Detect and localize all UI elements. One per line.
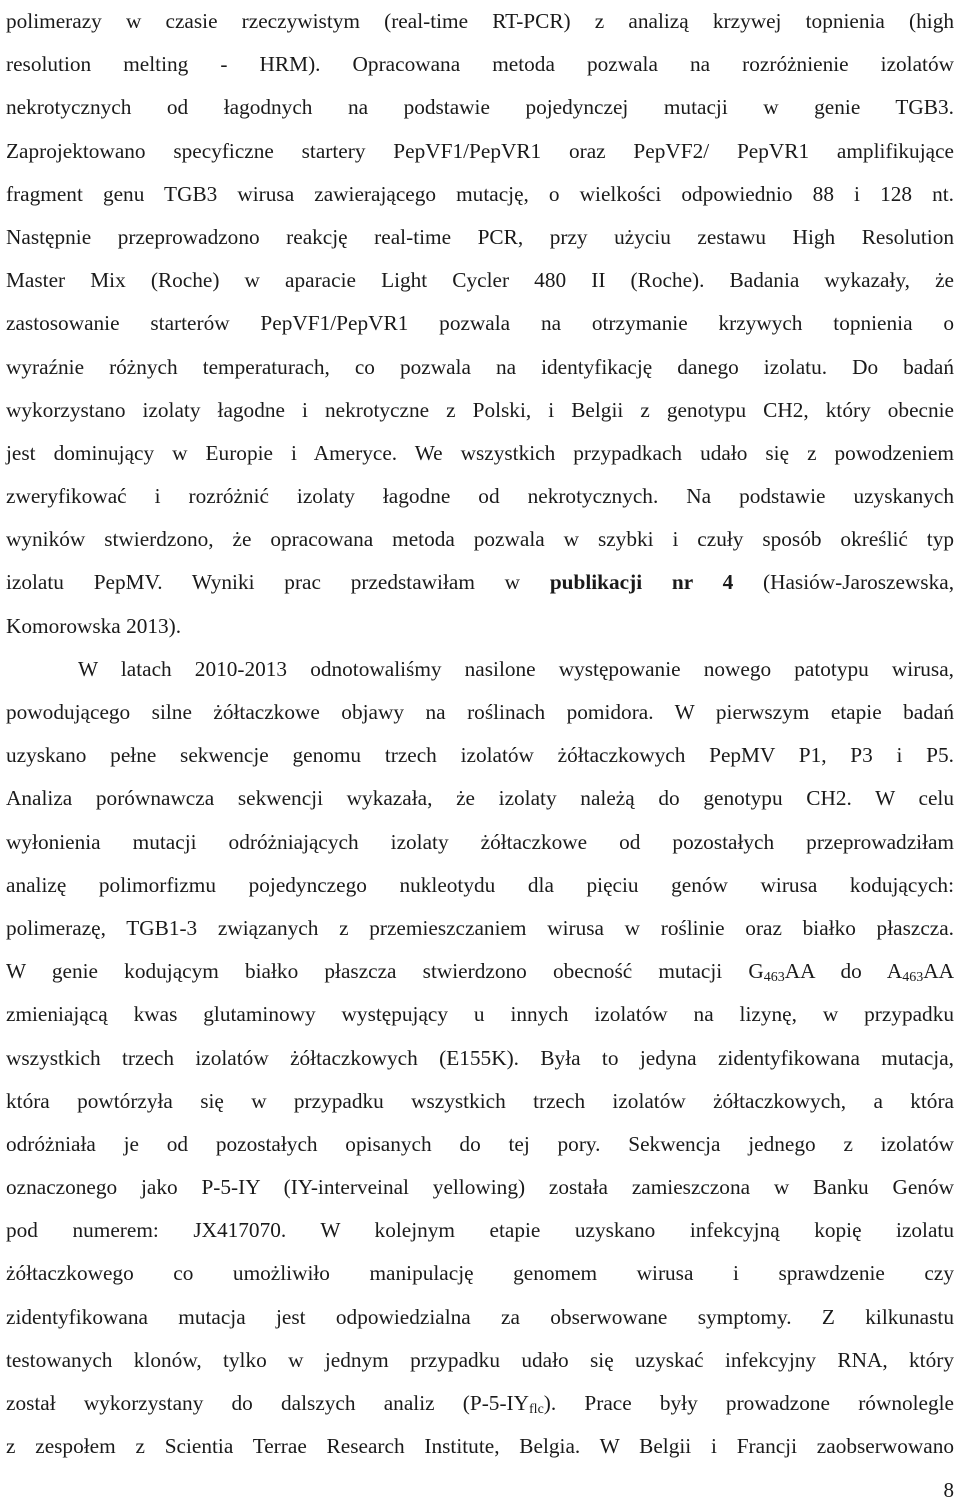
text-line: wyraźnie różnych temperaturach, co pozwala na identyfikację danego izolatu. Do badań (6, 354, 954, 379)
text-line: fragment genu TGB3 wirusa zawierającego mutację, o wielkości odpowiednio 88 i 128 nt. (6, 181, 954, 206)
publication-reference: publikacji nr 4 (549, 570, 734, 595)
text-line: Master Mix (Roche) w aparacie Light Cycler 480 II (Roche). Badania wykazały, że (6, 268, 954, 293)
text-line: polimerazę, TGB1-3 związanych z przemieszczaniem wirusa w roślinie oraz białko płaszcza. (6, 915, 954, 940)
text-span: W genie kodującym białko płaszcza stwierdzono obecność mutacji G (6, 959, 764, 984)
text-line: zastosowanie starterów PepVF1/PepVR1 pozwala na otrzymanie krzywych topnienia o (6, 311, 954, 336)
text-line: Zaprojektowano specyficzne startery PepVF1/PepVR1 oraz PepVF2/ PepVR1 amplifikujące (6, 138, 954, 163)
paragraph-first-line: W latach 2010-2013 odnotowaliśmy nasilone występowanie nowego patotypu wirusa, (78, 656, 954, 681)
subscript: 463 (763, 970, 785, 986)
text-span: został wykorzystany do dalszych analiz (P-5-IY (6, 1391, 530, 1415)
text-line: powodującego silne żółtaczkowe objawy na roślinach pomidora. W pierwszym etapie badań (6, 700, 954, 724)
text-line: Następnie przeprowadzono reakcję real-time PCR, przy użyciu zestawu High Resolution (6, 224, 954, 249)
text-line: nekrotycznych od łagodnych na podstawie pojedynczej mutacji w genie TGB3. (6, 95, 954, 120)
text-line: pod numerem: JX417070. W kolejnym etapie uzyskano infekcyjną kopię izolatu (6, 1218, 954, 1243)
text-span: izolatu PepMV. Wyniki prac przedstawiłam w (6, 570, 550, 595)
text-line: polimerazy w czasie rzeczywistym (real-time RT-PCR) z analizą krzywej topnienia (high (6, 9, 954, 33)
text-line: zidentyfikowana mutacja jest odpowiedzialna za obserwowane symptomy. Z kilkunastu (6, 1304, 954, 1329)
text-line: zweryfikować i rozróżnić izolaty łagodne od nekrotycznych. Na podstawie uzyskanych (6, 484, 954, 509)
text-line: z zespołem z Scientia Terrae Research Institute, Belgia. W Belgii i Francji zaobserwowano (6, 1434, 954, 1459)
text-line: Komorowska 2013). (6, 613, 182, 638)
text-line: wszystkich trzech izolatów żółtaczkowych (E155K). Była to jedyna zidentyfikowana mutacja, (6, 1045, 954, 1070)
text-line: żółtaczkowego co umożliwiło manipulację genomem wirusa i sprawdzenie czy (6, 1261, 954, 1286)
text-line: testowanych klonów, tylko w jednym przypadku udało się uzyskać infekcyjny RNA, który (6, 1347, 954, 1372)
text-span: ). Prace były prowadzone równolegle (543, 1391, 955, 1415)
text-line-with-bold (6, 561, 954, 604)
text-line: która powtórzyła się w przypadku wszystkich trzech izolatów żółtaczkowych, a która (6, 1088, 954, 1113)
document-body (6, 0, 954, 1468)
text-line: wyłonienia mutacji odróżniających izolaty żółtaczkowe od pozostałych przeprowadziłam (6, 829, 954, 854)
text-line: zmieniającą kwas glutaminowy występujący u innych izolatów na lizynę, w przypadku (6, 1002, 954, 1027)
flc-line (6, 1382, 954, 1425)
text-line: resolution melting - HRM). Opracowana metoda pozwala na rozróżnienie izolatów (6, 52, 954, 77)
text-line: oznaczonego jako P-5-IY (IY-interveinal yellowing) została zamieszczona w Banku Genów (6, 1175, 954, 1200)
text-line: analizę polimorfizmu pojedynczego nukleotydu dla pięciu genów wirusa kodujących: (6, 872, 954, 897)
text-line: odróżniała je od pozostałych opisanych do tej pory. Sekwencja jednego z izolatów (6, 1131, 954, 1156)
mutation-line (6, 950, 954, 993)
text-line: uzyskano pełne sekwencje genomu trzech izolatów żółtaczkowych PepMV P1, P3 i P5. (6, 743, 954, 768)
text-line: wykorzystano izolaty łagodne i nekrotyczne z Polski, i Belgii z genotypu CH2, który obecnie (6, 397, 954, 422)
text-span: AA do A (784, 959, 903, 984)
text-line: Analiza porównawcza sekwencji wykazała, że izolaty należą do genotypu CH2. W celu (6, 786, 954, 811)
text-line: wyników stwierdzono, że opracowana metoda pozwala w szybki i czuły sposób określić typ (6, 527, 954, 552)
subscript: 463 (902, 970, 924, 986)
text-line: jest dominujący w Europie i Ameryce. We wszystkich przypadkach udało się z powodzeniem (6, 440, 954, 465)
subscript: flc (529, 1402, 544, 1417)
text-span: AA (923, 959, 954, 984)
text-span: (Hasiów-Jaroszewska, (733, 570, 955, 595)
page-number: 8 (943, 1478, 954, 1502)
